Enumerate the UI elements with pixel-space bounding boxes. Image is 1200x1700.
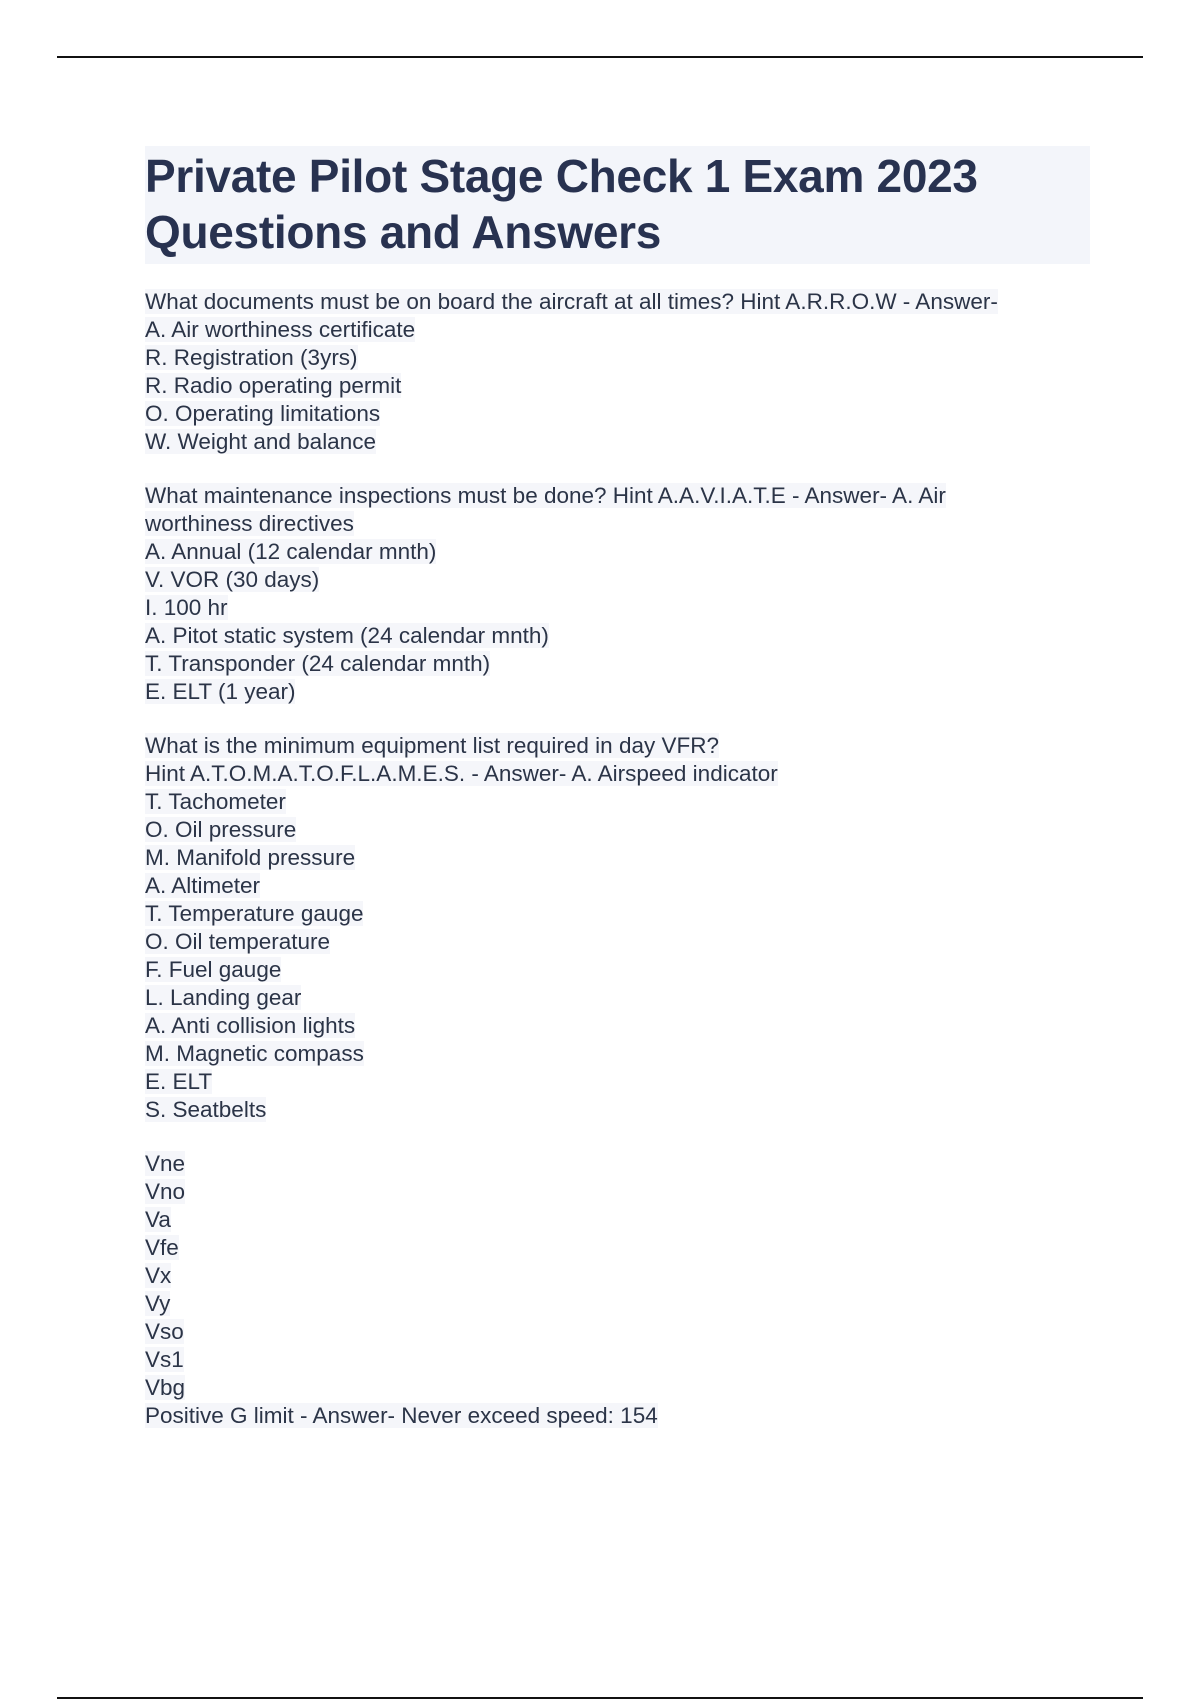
answer-line: [145, 1402, 1090, 1430]
question-line: [145, 1178, 1090, 1206]
text-span: Positive G limit - Answer- Never exceed speed: 154: [145, 1403, 658, 1428]
answer-line: [145, 566, 1090, 594]
document-title: [145, 146, 1090, 264]
answer-line: [145, 344, 1090, 372]
qa-minimum-equipment: [145, 732, 1090, 1124]
answer-line: [145, 984, 1090, 1012]
text-span: E. ELT (1 year): [145, 679, 296, 704]
text-span: O. Operating limitations: [145, 401, 381, 426]
answer-line: [145, 928, 1090, 956]
answer-line: [145, 956, 1090, 984]
answer-line: [145, 900, 1090, 928]
text-span: O. Oil pressure: [145, 817, 297, 842]
qa-v-speeds: [145, 1150, 1090, 1430]
answer-line: [145, 788, 1090, 816]
qa-maintenance-inspections: [145, 482, 1090, 706]
text-span: Hint A.T.O.M.A.T.O.F.L.A.M.E.S. - Answer- A. Airspeed indicator: [145, 761, 778, 786]
question-line: [145, 732, 1090, 760]
answer-line: [145, 872, 1090, 900]
text-span: A. Air worthiness certificate: [145, 317, 416, 342]
answer-line: [145, 1096, 1090, 1124]
question-line: [145, 1346, 1090, 1374]
answer-line: [145, 1012, 1090, 1040]
text-span: Vso: [145, 1319, 184, 1344]
text-span: worthiness directives: [145, 511, 354, 536]
text-span: L. Landing gear: [145, 985, 302, 1010]
question-line: [145, 1290, 1090, 1318]
text-span: Vfe: [145, 1235, 179, 1260]
text-span: A. Pitot static system (24 calendar mnth): [145, 623, 549, 648]
text-span: O. Oil temperature: [145, 929, 331, 954]
text-span: Vne: [145, 1151, 186, 1176]
text-span: Vs1: [145, 1347, 184, 1372]
text-span: Vx: [145, 1263, 172, 1288]
question-line: [145, 288, 1090, 316]
title-line: Questions and Answers: [145, 206, 662, 258]
title-line: Private Pilot Stage Check 1 Exam 2023: [145, 150, 978, 202]
top-rule: [57, 56, 1143, 58]
text-span: Va: [145, 1207, 171, 1232]
qa-documents-onboard: [145, 288, 1090, 456]
text-span: R. Registration (3yrs): [145, 345, 358, 370]
text-span: I. 100 hr: [145, 595, 228, 620]
document-body: [145, 146, 1090, 1456]
text-span: M. Magnetic compass: [145, 1041, 364, 1066]
question-line: [145, 1150, 1090, 1178]
answer-line: [145, 1040, 1090, 1068]
text-span: A. Altimeter: [145, 873, 261, 898]
answer-line: [145, 622, 1090, 650]
text-span: What maintenance inspections must be done? Hint A.A.V.I.A.T.E - Answer- A. Air: [145, 483, 946, 508]
question-line: [145, 1206, 1090, 1234]
text-span: S. Seatbelts: [145, 1097, 267, 1122]
answer-line: [145, 372, 1090, 400]
text-span: What documents must be on board the aircraft at all times? Hint A.R.R.O.W - Answer-: [145, 289, 998, 314]
question-line: [145, 1234, 1090, 1262]
text-span: T. Transponder (24 calendar mnth): [145, 651, 491, 676]
text-span: Vbg: [145, 1375, 186, 1400]
text-span: R. Radio operating permit: [145, 373, 402, 398]
text-span: F. Fuel gauge: [145, 957, 282, 982]
text-span: A. Annual (12 calendar mnth): [145, 539, 437, 564]
text-span: W. Weight and balance: [145, 429, 376, 454]
question-line: [145, 1318, 1090, 1346]
answer-line: [145, 538, 1090, 566]
answer-line: [145, 316, 1090, 344]
answer-line: [145, 594, 1090, 622]
text-span: T. Temperature gauge: [145, 901, 364, 926]
text-span: T. Tachometer: [145, 789, 286, 814]
text-span: A. Anti collision lights: [145, 1013, 356, 1038]
answer-line: [145, 1068, 1090, 1096]
text-span: V. VOR (30 days): [145, 567, 320, 592]
answer-line: [145, 844, 1090, 872]
text-span: M. Manifold pressure: [145, 845, 356, 870]
text-span: What is the minimum equipment list required in day VFR?: [145, 733, 719, 758]
bottom-rule: [57, 1697, 1143, 1699]
text-span: Vy: [145, 1291, 171, 1316]
question-line: [145, 482, 1090, 510]
answer-line: [145, 428, 1090, 456]
answer-line: [145, 816, 1090, 844]
answer-line: [145, 650, 1090, 678]
answer-line: [145, 678, 1090, 706]
answer-line: [145, 510, 1090, 538]
text-span: E. ELT: [145, 1069, 213, 1094]
answer-line: [145, 400, 1090, 428]
question-line: [145, 760, 1090, 788]
question-line: [145, 1262, 1090, 1290]
question-line: [145, 1374, 1090, 1402]
text-span: Vno: [145, 1179, 186, 1204]
